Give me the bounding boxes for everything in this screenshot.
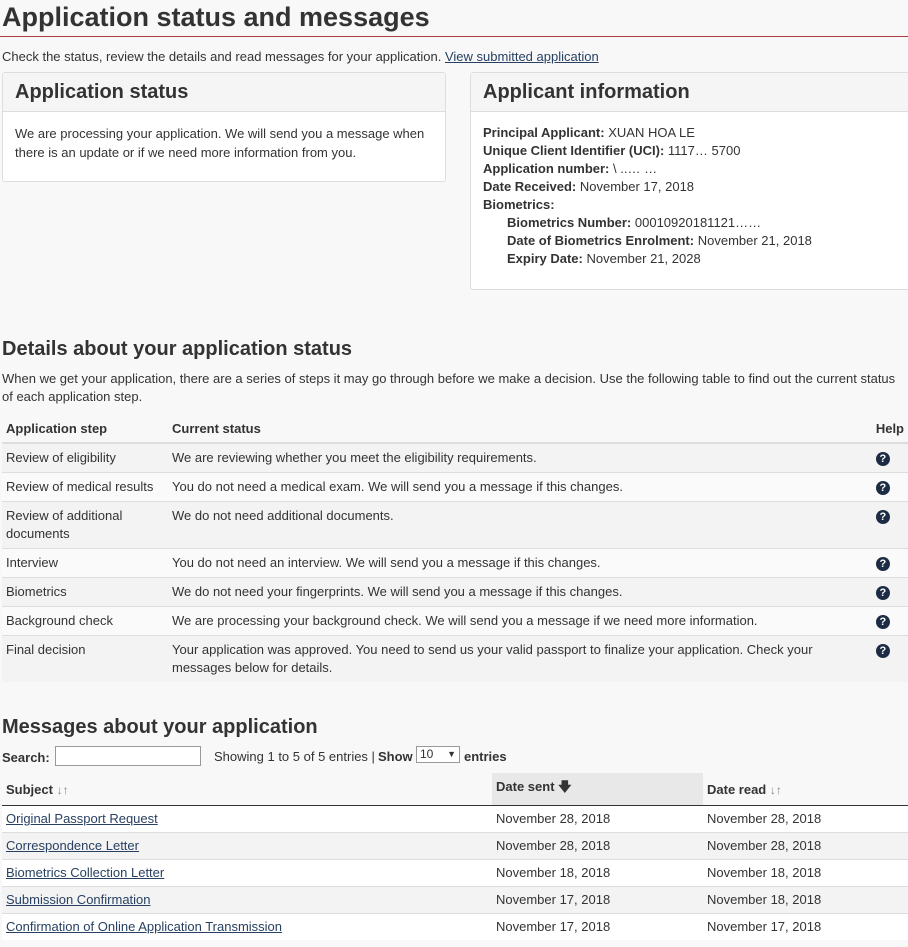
sort-both-icon: ↓↑	[56, 782, 69, 797]
column-date-sent-label: Date sent	[496, 779, 555, 794]
message-date-read: November 18, 2018	[703, 887, 908, 914]
principal-applicant-value: XUAN HOA LE	[608, 125, 695, 140]
biometrics-number-row	[483, 214, 897, 232]
table-row	[2, 502, 908, 549]
message-subject-link[interactable]: Confirmation of Online Application Transmission	[6, 919, 283, 934]
table-row	[2, 636, 908, 683]
application-status-heading: Application status	[3, 73, 445, 112]
entries-label: entries	[464, 749, 507, 764]
message-date-read: November 18, 2018	[703, 860, 908, 887]
applicant-information-heading: Applicant information	[471, 73, 908, 112]
messages-heading: Messages about your application	[2, 716, 318, 738]
message-date-sent: November 17, 2018	[492, 914, 703, 941]
details-heading: Details about your application status	[2, 338, 353, 360]
step-status: We are reviewing whether you meet the eligibility requirements.	[168, 443, 872, 473]
table-row	[2, 443, 908, 473]
help-icon[interactable]: ?	[876, 452, 890, 466]
expiry-date-row	[483, 250, 897, 268]
step-status: You do not need a medical exam. We will send you a message if this changes.	[168, 473, 872, 502]
messages-controls	[2, 746, 908, 770]
column-date-read[interactable]	[703, 773, 908, 806]
help-icon[interactable]: ?	[876, 510, 890, 524]
step-status: We do not need your fingerprints. We will send you a message if this changes.	[168, 578, 872, 607]
date-received-label: Date Received:	[483, 179, 577, 194]
message-subject-link[interactable]: Submission Confirmation	[6, 892, 151, 907]
messages-header-row	[2, 773, 908, 806]
step-status: We do not need additional documents.	[168, 502, 872, 549]
table-row	[2, 549, 908, 578]
biometrics-enrolment-label: Date of Biometrics Enrolment:	[507, 233, 695, 248]
biometrics-number-value: 00010920181121……	[634, 215, 762, 230]
view-submitted-application-link[interactable]: View submitted application	[444, 49, 599, 64]
date-received-row	[483, 178, 897, 196]
step-status: Your application was approved. You need to send us your valid passport to finalize your application. Check your messages below for details.	[168, 636, 872, 683]
message-date-read: November 28, 2018	[703, 806, 908, 833]
table-row	[2, 833, 908, 860]
step-status: We are processing your background check. We will send you a message if we need more information.	[168, 607, 872, 636]
help-icon[interactable]: ?	[876, 557, 890, 571]
date-received-value: November 17, 2018	[579, 179, 695, 194]
page-title: Application status and messages	[2, 2, 430, 32]
chevron-down-icon: ▼	[447, 749, 456, 759]
table-row	[2, 607, 908, 636]
details-description: When we get your application, there are a series of steps it may go through before we make a decision. Use the following table to find out the current status of each application step.	[2, 371, 896, 404]
message-subject-link[interactable]: Original Passport Request	[6, 811, 158, 826]
biometrics-enrolment-row	[483, 232, 897, 250]
showing-entries-text: Showing 1 to 5 of 5 entries |	[214, 749, 375, 764]
application-number-label: Application number:	[483, 161, 610, 176]
application-number-row	[483, 160, 897, 178]
column-date-read-label: Date read	[707, 781, 767, 797]
biometrics-label: Biometrics:	[483, 197, 555, 212]
application-status-text: We are processing your application. We will send you a message when there is an update or if we need more information from you.	[15, 126, 425, 160]
column-subject[interactable]	[2, 773, 492, 806]
messages-table	[2, 773, 908, 940]
title-divider	[0, 36, 908, 37]
uci-row	[483, 142, 897, 160]
uci-value: 1117… 5700	[667, 143, 741, 158]
biometrics-row	[483, 196, 897, 214]
column-current-status: Current status	[168, 415, 872, 443]
search-input[interactable]	[55, 746, 201, 766]
message-date-read: November 17, 2018	[703, 914, 908, 941]
message-subject-link[interactable]: Biometrics Collection Letter	[6, 865, 165, 880]
intro-line	[2, 49, 599, 64]
table-row	[2, 914, 908, 941]
table-row	[2, 806, 908, 833]
column-application-step: Application step	[2, 415, 168, 443]
help-icon[interactable]: ?	[876, 586, 890, 600]
uci-label: Unique Client Identifier (UCI):	[483, 143, 665, 158]
column-subject-label: Subject	[6, 781, 53, 797]
application-number-value: \ ..… …	[613, 161, 658, 176]
column-help: Help	[872, 415, 908, 443]
principal-applicant-row	[483, 124, 897, 142]
page-size-value: 10	[420, 747, 434, 761]
show-label: Show	[378, 749, 413, 764]
message-date-sent: November 17, 2018	[492, 887, 703, 914]
application-steps-table	[2, 415, 908, 682]
sort-both-icon: ↓↑	[769, 782, 782, 797]
biometrics-number-label: Biometrics Number:	[507, 215, 632, 230]
page-size-select[interactable]	[416, 746, 460, 763]
help-icon[interactable]: ?	[876, 615, 890, 629]
step-name: Biometrics	[2, 578, 168, 607]
step-status: You do not need an interview. We will send you a message if this changes.	[168, 549, 872, 578]
principal-applicant-label: Principal Applicant:	[483, 125, 605, 140]
help-icon[interactable]: ?	[876, 644, 890, 658]
help-icon[interactable]: ?	[876, 481, 890, 495]
application-status-panel	[2, 72, 446, 182]
table-row	[2, 860, 908, 887]
step-name: Final decision	[2, 636, 168, 683]
step-name: Background check	[2, 607, 168, 636]
applicant-information-body	[471, 112, 908, 280]
steps-header-row	[2, 415, 908, 443]
message-date-sent: November 18, 2018	[492, 860, 703, 887]
sort-descending-icon: 🡇	[558, 779, 572, 794]
message-date-sent: November 28, 2018	[492, 806, 703, 833]
applicant-information-panel	[470, 72, 908, 290]
step-name: Review of eligibility	[2, 443, 168, 473]
step-name: Review of medical results	[2, 473, 168, 502]
search-label: Search:	[2, 750, 50, 765]
intro-text: Check the status, review the details and read messages for your application.	[2, 49, 442, 64]
message-subject-link[interactable]: Correspondence Letter	[6, 838, 139, 853]
table-row	[2, 473, 908, 502]
step-name: Interview	[2, 549, 168, 578]
message-date-sent: November 28, 2018	[492, 833, 703, 860]
column-date-sent[interactable]	[492, 773, 703, 806]
message-date-read: November 28, 2018	[703, 833, 908, 860]
table-row	[2, 578, 908, 607]
table-row	[2, 887, 908, 914]
expiry-date-value: November 21, 2028	[586, 251, 701, 266]
biometrics-enrolment-value: November 21, 2018	[697, 233, 812, 248]
expiry-date-label: Expiry Date:	[507, 251, 583, 266]
step-name: Review of additional documents	[2, 502, 168, 549]
